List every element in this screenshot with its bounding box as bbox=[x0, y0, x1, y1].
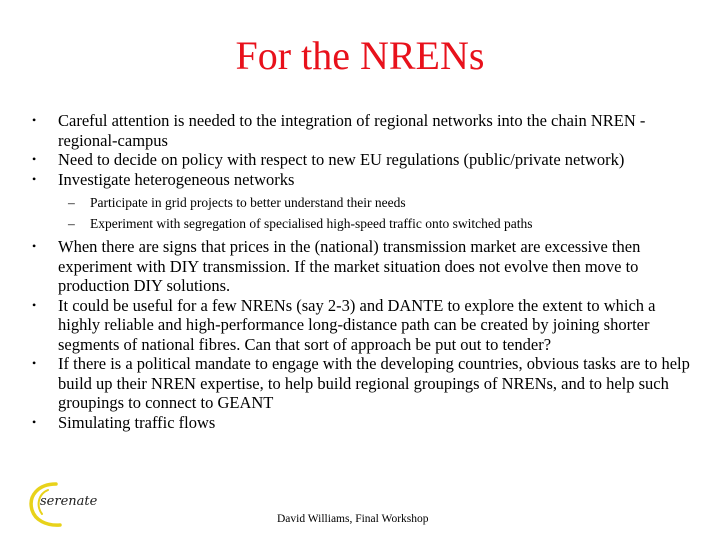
sub-bullet-text: Participate in grid projects to better understand their needs bbox=[90, 195, 406, 210]
bullet-text: If there is a political mandate to engage with the developing countries, obvious tasks are to help build up their NREN expertise, to help build regional groupings of NRENs, and to help such groupings to connect to GEANT bbox=[58, 354, 690, 412]
sub-bullet-marker: – bbox=[68, 195, 75, 210]
bullet-marker: • bbox=[32, 171, 37, 186]
bullet-item bbox=[28, 111, 698, 150]
sub-bullet-text: Experiment with segregation of specialised high-speed traffic onto switched paths bbox=[90, 216, 533, 231]
bullet-item bbox=[28, 170, 698, 190]
bullet-text: When there are signs that prices in the (national) transmission market are excessive then experiment with DIY transmission. If the market situation does not evolve then move to production DIY solutions. bbox=[58, 237, 641, 295]
bullet-item bbox=[28, 413, 698, 433]
bullet-item bbox=[28, 296, 698, 355]
bullet-text: Careful attention is needed to the integration of regional networks into the chain NREN -regional-campus bbox=[58, 111, 646, 150]
bullet-marker: • bbox=[32, 113, 37, 127]
bullet-text: Investigate heterogeneous networks bbox=[58, 169, 295, 189]
bullet-text: Simulating traffic flows bbox=[58, 412, 216, 432]
sub-bullet-item bbox=[28, 192, 698, 213]
slide-body bbox=[28, 111, 698, 432]
bullet-item bbox=[28, 150, 698, 170]
serenate-logo bbox=[26, 478, 104, 530]
bullet-marker: • bbox=[32, 356, 37, 370]
footer-text: David Williams, Final Workshop bbox=[277, 513, 429, 525]
bullet-marker: • bbox=[32, 152, 37, 166]
sub-bullet-marker: – bbox=[68, 216, 75, 231]
bullet-item bbox=[28, 237, 698, 296]
bullet-marker: • bbox=[32, 297, 37, 312]
bullet-text: Need to decide on policy with respect to new EU regulations (public/private network) bbox=[58, 150, 625, 169]
bullet-marker: • bbox=[32, 414, 37, 429]
slide-title: For the NRENs bbox=[235, 33, 485, 78]
sub-bullet-list bbox=[28, 192, 698, 234]
bullet-item bbox=[28, 354, 698, 413]
bullet-marker: • bbox=[32, 239, 37, 253]
logo-text: serenate bbox=[40, 494, 98, 509]
sub-bullet-item bbox=[28, 213, 698, 234]
bullet-text: It could be useful for a few NRENs (say 2-3) and DANTE to explore the extent to which a highly reliable and high-performance long-distance path can be created by joining shorter segments of national fibres. Can that sort of approach be put out to tender? bbox=[58, 295, 656, 354]
